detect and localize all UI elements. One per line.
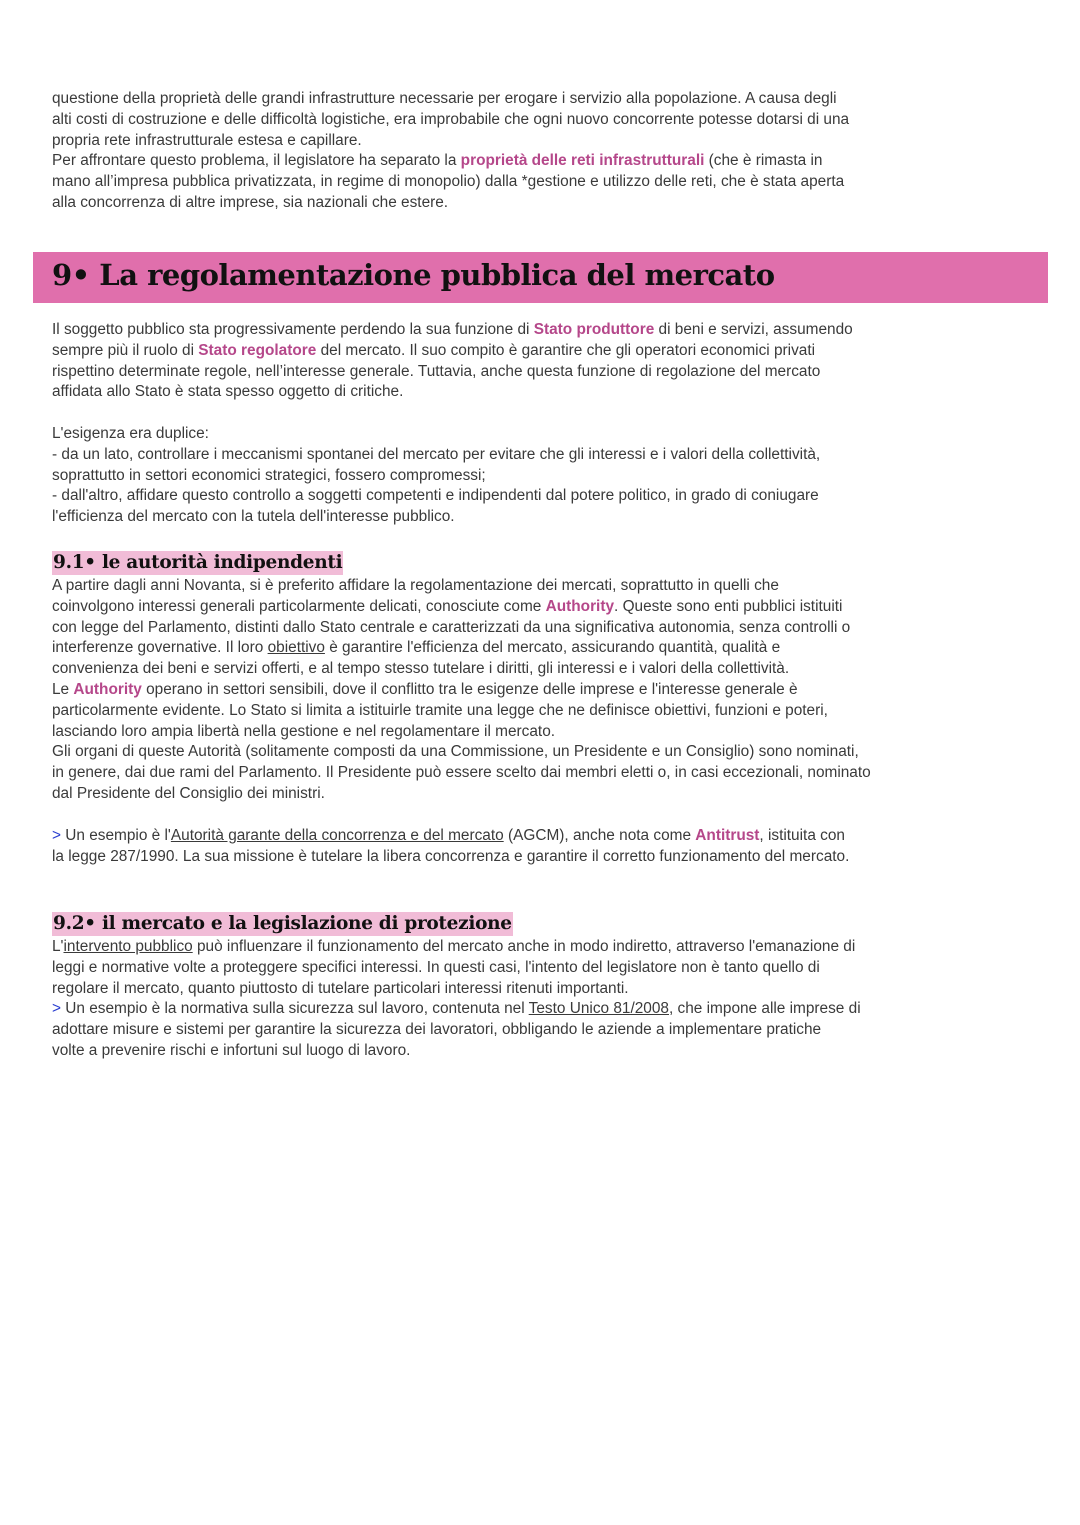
highlighted-term: Authority xyxy=(73,680,142,698)
text-line xyxy=(52,362,853,383)
text-line xyxy=(52,618,871,639)
text-segment: volte a prevenire rischi e infortuni sul luogo di lavoro. xyxy=(52,1041,411,1059)
highlighted-term: Authority xyxy=(545,597,615,615)
text-segment: A partire dagli anni Novanta, si è preferito affidare la regolamentazione dei mercati, soprattutto in quelli che xyxy=(52,577,779,594)
text-line xyxy=(52,151,849,172)
text-segment: L' xyxy=(52,938,64,955)
text-segment: interferenze governative. Il loro xyxy=(52,639,268,657)
text-segment: operano in settori sensibili, dove il conflitto tra le esigenze delle imprese e l'interesse generale è xyxy=(141,680,798,698)
text-line xyxy=(52,784,871,805)
text-line xyxy=(52,826,849,847)
text-segment: Gli organi di queste Autorità (solitamente composti da una Commissione, un Presidente e un Consiglio) sono nominati, xyxy=(52,743,859,761)
text-segment: coinvolgono interessi generali particolarmente delicati, conosciute come xyxy=(52,597,546,615)
text-segment: (che è rimasta in xyxy=(704,152,823,170)
text-segment: Un esempio è l' xyxy=(61,827,171,844)
text-line xyxy=(52,382,853,403)
text-line xyxy=(52,659,871,680)
text-line xyxy=(52,722,871,743)
text-line xyxy=(52,486,820,507)
text-segment: del mercato. Il suo compito è garantire che gli operatori economici privati xyxy=(316,341,816,359)
text-segment: adottare misure e sistemi per garantire la sicurezza dei lavoratori, obbligando le aziende a implementare pratiche xyxy=(52,1021,822,1039)
text-line xyxy=(52,576,871,597)
text-segment: - da un lato, controllare i meccanismi spontanei del mercato per evitare che gli interessi e i valori della collettività, xyxy=(52,445,821,463)
text-segment: con legge del Parlamento, distinti dallo Stato centrale e caratterizzati da una significativa autonomia, senza controlli o xyxy=(52,618,851,636)
text-segment: questione della proprietà delle grandi infrastrutture necessarie per erogare i servizio alla popolazione. A causa degli xyxy=(52,90,837,107)
text-segment: è garantire l'efficienza del mercato, assicurando quantità, qualità e xyxy=(324,639,781,657)
text-segment: in genere, dai due rami del Parlamento. Il Presidente può essere scelto dai membri eletti o, in casi eccezionali, nominato xyxy=(52,764,871,782)
text-segment: , che impone alle imprese di xyxy=(669,1000,861,1018)
text-segment: Un esempio è la normativa sulla sicurezza sul lavoro, contenuta nel xyxy=(61,1000,529,1018)
text-line xyxy=(52,847,849,868)
text-segment: alla concorrenza di altre imprese, sia nazionali che estere. xyxy=(52,193,449,211)
underlined-term: obiettivo xyxy=(267,639,325,657)
underlined-term: Autorità garante della concorrenza e del mercato xyxy=(170,827,504,844)
highlighted-term: Antitrust xyxy=(695,827,760,844)
text-segment: (AGCM), anche nota come xyxy=(503,827,696,844)
text-segment: propria rete infrastrutturale estesa e capillare. xyxy=(52,131,362,149)
text-line xyxy=(52,1020,861,1041)
text-line xyxy=(52,742,871,763)
text-segment: regolare il mercato, quanto piuttosto di tutelare particolari interessi ritenuti importanti. xyxy=(52,979,629,997)
text-line xyxy=(52,172,849,193)
text-segment: Il soggetto pubblico sta progressivamente perdendo la sua funzione di xyxy=(52,321,534,338)
section-9-paragraph-1 xyxy=(52,320,853,403)
text-segment: la legge 287/1990. La sua missione è tutelare la libera concorrenza e garantire il corretto funzionamento del mercato. xyxy=(52,847,850,865)
text-line xyxy=(52,89,849,110)
text-line xyxy=(52,597,871,618)
intro-paragraph xyxy=(52,89,849,214)
text-segment: affidata allo Stato è stata spesso oggetto di critiche. xyxy=(52,383,404,401)
text-line xyxy=(52,131,849,152)
text-segment: alti costi di costruzione e delle difficoltà logistiche, era improbabile che ogni nuovo concorrente potesse dotarsi di una xyxy=(52,110,850,128)
text-segment: Per affrontare questo problema, il legislatore ha separato la xyxy=(52,152,461,170)
arrow-marker: > xyxy=(52,827,61,844)
section-9-1-paragraph-1 xyxy=(52,576,871,805)
text-line xyxy=(52,110,849,131)
text-segment: rispettino determinate regole, nell’interesse generale. Tuttavia, anche questa funzione di regolazione del mercato xyxy=(52,362,821,380)
text-line xyxy=(52,680,871,701)
highlighted-term: Stato produttore xyxy=(533,321,655,338)
text-line xyxy=(52,193,849,214)
text-segment: l'efficienza del mercato con la tutela dell'interesse pubblico. xyxy=(52,508,455,526)
text-segment: dal Presidente del Consiglio dei ministri. xyxy=(52,784,325,802)
text-segment: soprattutto in settori economici strategici, fossero compromessi; xyxy=(52,466,486,484)
underlined-term: intervento pubblico xyxy=(63,938,193,955)
section-9-2-title: 9.2• il mercato e la legislazione di protezione xyxy=(53,913,512,934)
text-segment: sempre più il ruolo di xyxy=(52,341,199,359)
text-segment: mano all’impresa pubblica privatizzata, in regime di monopolio) dalla *gestione e utilizzo delle reti, che è stata aperta xyxy=(52,173,845,191)
section-9-2-paragraph-1 xyxy=(52,937,861,1062)
text-line xyxy=(52,466,820,487)
text-line xyxy=(52,999,861,1020)
section-9-title: 9• La regolamentazione pubblica del mercato xyxy=(52,258,775,292)
text-line xyxy=(52,320,853,341)
text-segment: Le xyxy=(52,680,74,698)
text-line xyxy=(52,341,853,362)
text-line xyxy=(52,701,871,722)
text-segment: . Queste sono enti pubblici istituiti xyxy=(614,597,843,615)
section-9-1-title: 9.1• le autorità indipendenti xyxy=(53,552,343,573)
text-line xyxy=(52,979,861,1000)
text-segment: L'esigenza era duplice: xyxy=(52,425,209,442)
text-segment: di beni e servizi, assumendo xyxy=(654,321,853,338)
text-line xyxy=(52,937,861,958)
text-line xyxy=(52,1041,861,1062)
text-line xyxy=(52,958,861,979)
text-segment: - dall'altro, affidare questo controllo a soggetti competenti e indipendenti dal potere politico, in grado di coniugare xyxy=(52,487,819,505)
text-line xyxy=(52,638,871,659)
text-line xyxy=(52,763,871,784)
arrow-marker: > xyxy=(52,1000,61,1018)
highlighted-term: Stato regolatore xyxy=(198,341,317,359)
text-segment: può influenzare il funzionamento del mercato anche in modo indiretto, attraverso l'emanazione di xyxy=(192,938,856,955)
section-9-paragraph-2 xyxy=(52,424,820,528)
section-9-1-paragraph-2 xyxy=(52,826,849,868)
text-segment: lasciando loro ampia libertà nella gestione e nel regolamentare il mercato. xyxy=(52,722,556,740)
text-segment: leggi e normative volte a proteggere specifici interessi. In questi casi, l'intento del legislatore non è tanto quello di xyxy=(52,958,820,976)
text-line xyxy=(52,507,820,528)
text-segment: convenienza dei beni e servizi offerti, e al tempo stesso tutelare i diritti, gli interessi e i valori della collettività. xyxy=(52,660,790,678)
text-line xyxy=(52,424,820,445)
text-line xyxy=(52,445,820,466)
text-segment: particolarmente evidente. Lo Stato si limita a istituirle tramite una legge che ne definisce obiettivi, funzioni e poteri, xyxy=(52,701,828,719)
text-segment: , istituita con xyxy=(759,827,845,844)
highlighted-term: proprietà delle reti infrastrutturali xyxy=(460,152,705,170)
underlined-term: Testo Unico 81/2008 xyxy=(528,1000,669,1018)
